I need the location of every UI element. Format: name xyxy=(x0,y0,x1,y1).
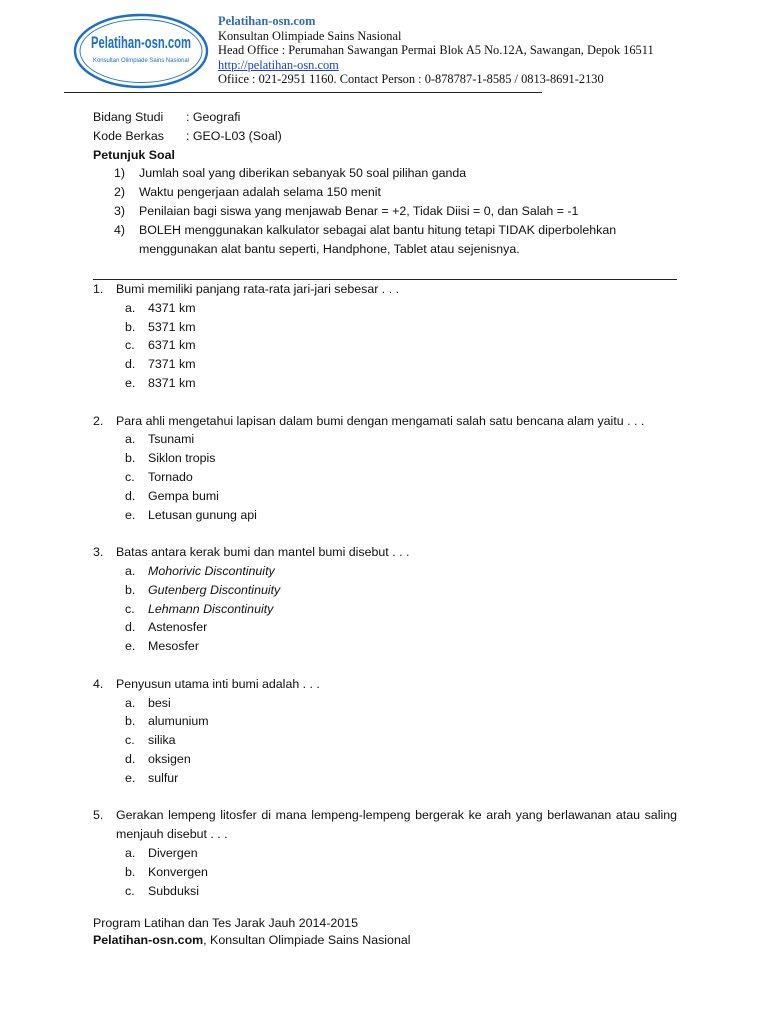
option: a. Tsunami xyxy=(125,432,195,447)
option: e. sulfur xyxy=(125,770,179,785)
header-link[interactable]: http://pelatihan-osn.com xyxy=(218,57,339,72)
option: b. Gutenberg Discontinuity xyxy=(125,582,281,597)
header-brand: Pelatihan-osn.com xyxy=(218,14,316,28)
bidang-row xyxy=(93,108,653,127)
kode-row xyxy=(93,127,653,146)
question-text: Para ahli mengetahui lapisan dalam bumi dengan mengamati salah satu bencana alam yaitu . . . xyxy=(116,413,645,428)
logo-main-text: Pelatihan-osn.com xyxy=(91,34,191,52)
question-text: Bumi memiliki panjang rata-rata jari-jari sebesar . . . xyxy=(116,282,400,296)
option: a. besi xyxy=(125,695,171,710)
letterhead xyxy=(218,14,654,87)
bidang-label: Bidang Studi xyxy=(93,110,164,124)
option: d. Gempa bumi xyxy=(125,488,219,503)
petunjuk-list xyxy=(93,164,653,258)
footer-brand: Pelatihan-osn.com xyxy=(93,933,204,947)
question-3: 3. Batas antara kerak bumi dan mantel bumi disebut . . . a. Mohorivic Discontinuity b. Gutenberg Discontinuity c. Lehmann Discontinuity d. Astenosfer e. Mesosfer xyxy=(93,543,677,656)
option: c. Subduksi xyxy=(125,883,199,898)
header-divider xyxy=(64,92,542,93)
header-contact: Ofiice : 021-2951 1160. Contact Person : 0-878787-1-8585 / 0813-8691-2130 xyxy=(218,72,604,87)
page-footer xyxy=(93,915,411,949)
option: b. 5371 km xyxy=(125,319,196,334)
option: c. silika xyxy=(125,733,176,748)
petunjuk-title: Petunjuk Soal xyxy=(93,147,175,162)
question-text: Batas antara kerak bumi dan mantel bumi disebut . . . xyxy=(116,545,410,560)
logo-sub-text: Konsultan Olimpiade Sains Nasional xyxy=(93,57,189,64)
option: a. Divergen xyxy=(125,845,198,860)
option: e. 8371 km xyxy=(125,375,196,390)
kode-label: Kode Berkas xyxy=(93,128,164,143)
option: a. 4371 km xyxy=(125,300,196,315)
option: d. 7371 km xyxy=(125,357,196,372)
header-org: Konsultan Olimpiade Sains Nasional xyxy=(218,28,402,43)
question-2: 2. Para ahli mengetahui lapisan dalam bumi dengan mengamati salah satu bencana alam yaitu . . . a. Tsunami b. Siklon tropis c. Tornado d. Gempa bumi e. Letusan gunung api xyxy=(93,412,677,525)
option: c. Tornado xyxy=(125,469,193,484)
option: d. Astenosfer xyxy=(125,620,208,635)
document-meta xyxy=(93,108,653,258)
option: b. Konvergen xyxy=(125,864,208,879)
option: c. 6371 km xyxy=(125,338,196,353)
question-1: 1. Bumi memiliki panjang rata-rata jari-jari sebesar . . . a. 4371 km b. 5371 km c. 6371 km d. 7371 km e. 8371 km xyxy=(93,280,677,393)
petunjuk-item: 2) Waktu pengerjaan adalah selama 150 menit xyxy=(114,185,381,200)
option: b. alumunium xyxy=(125,714,209,729)
bidang-value: : Geografi xyxy=(186,110,241,124)
footer-org-line xyxy=(93,932,411,949)
header-office: Head Office : Perumahan Sawangan Permai Blok A5 No.12A, Sawangan, Depok 16511 xyxy=(218,43,654,58)
option: c. Lehmann Discontinuity xyxy=(125,601,274,616)
kode-value: : GEO-L03 (Soal) xyxy=(186,128,282,143)
option: e. Letusan gunung api xyxy=(125,507,257,522)
question-list xyxy=(93,280,677,919)
petunjuk-item: 1) Jumlah soal yang diberikan sebanyak 50 soal pilihan ganda xyxy=(114,166,467,181)
option: e. Mesosfer xyxy=(125,639,199,654)
footer-org: , Konsultan Olimpiade Sains Nasional xyxy=(203,933,411,947)
petunjuk-item: 4) BOLEH menggunakan kalkulator sebagai alat bantu hitung tetapi TIDAK diperbolehkan menggunakan alat bantu seperti, Handphone, Tablet atau sejenisnya. xyxy=(114,222,617,256)
petunjuk-item: 3) Penilaian bagi siswa yang menjawab Benar = +2, Tidak Diisi = 0, dan Salah = -1 xyxy=(114,203,579,218)
question-5: 5. Gerakan lempeng litosfer di mana lempeng-lempeng bergerak ke arah yang berlawanan atau saling menjauh disebut . . . a. Divergen b. Konvergen c. Subduksi xyxy=(93,806,677,900)
question-text: Gerakan lempeng litosfer di mana lempeng-lempeng bergerak ke arah yang berlawanan atau saling menjauh disebut . . . xyxy=(116,808,677,842)
option: a. Mohorivic Discontinuity xyxy=(125,563,275,578)
option: b. Siklon tropis xyxy=(125,451,216,466)
question-text: Penyusun utama inti bumi adalah . . . xyxy=(116,676,320,691)
question-4: 4. Penyusun utama inti bumi adalah . . . a. besi b. alumunium c. silika d. oksigen e. sulfur xyxy=(93,675,677,788)
logo-emblem xyxy=(72,12,210,90)
footer-program: Program Latihan dan Tes Jarak Jauh 2014-2015 xyxy=(93,916,358,930)
option: d. oksigen xyxy=(125,751,191,766)
